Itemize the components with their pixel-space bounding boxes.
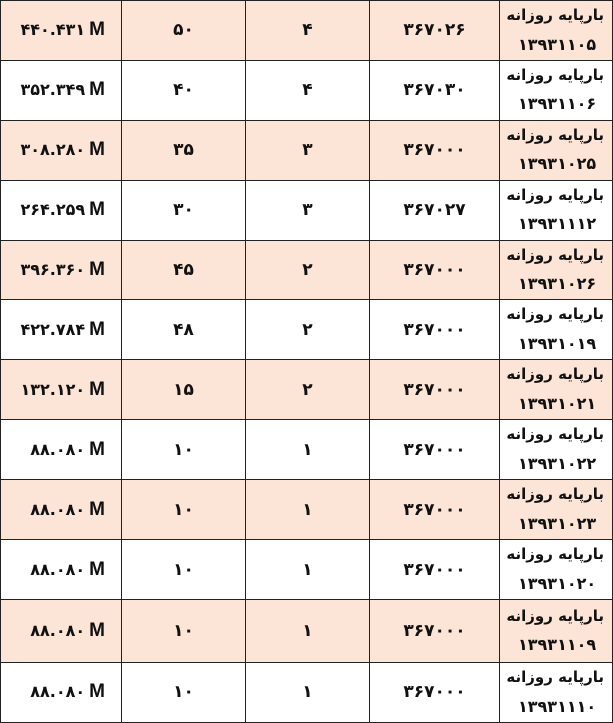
description-cell — [500, 360, 613, 420]
value-cell — [1, 180, 122, 240]
percent-cell: ۴۰ — [122, 60, 246, 120]
code-cell: ۳۶۷۰۲۷ — [370, 180, 500, 240]
code-cell: ۳۶۷۰۰۰ — [370, 300, 500, 360]
grade-cell: ۳ — [246, 120, 370, 180]
description-date: ۱۳۹۳۱۰۲۱ — [518, 393, 597, 413]
table-row — [1, 600, 613, 663]
value-cell — [1, 480, 122, 540]
description-date: ۱۳۹۳۱۱۰۵ — [518, 34, 597, 54]
value-number: ۳۹۶.۳۶۰ — [20, 260, 86, 279]
value-number: ۲۶۴.۲۵۹ — [20, 200, 86, 220]
description-date: ۱۳۹۳۱۱۱۲ — [518, 214, 597, 234]
value-number: ۸۸.۰۸۰ — [30, 682, 86, 702]
description-label: بارپایه روزانه — [506, 485, 604, 504]
unit-label: M — [89, 199, 105, 221]
code-cell: ۳۶۷۰۰۰ — [370, 120, 500, 180]
description-cell — [500, 180, 613, 240]
grade-cell: ۱ — [246, 663, 370, 723]
code-cell: ۳۶۷۰۰۰ — [370, 240, 500, 300]
percent-cell: ۱۰ — [122, 480, 246, 540]
unit-label: M — [89, 79, 105, 101]
description-date: ۱۳۹۳۱۰۱۹ — [518, 333, 597, 353]
unit-label: M — [89, 498, 105, 520]
percent-cell: ۱۰ — [122, 420, 246, 480]
description-label: بارپایه روزانه — [506, 65, 604, 84]
code-cell: ۳۶۷۰۲۶ — [370, 1, 500, 61]
value-number: ۴۲۲.۷۸۴ — [20, 319, 86, 339]
value-cell — [1, 120, 122, 180]
description-label: بارپایه روزانه — [506, 305, 604, 324]
value-cell — [1, 240, 122, 300]
description-cell — [500, 60, 613, 120]
value-cell — [1, 663, 122, 723]
description-label: بارپایه روزانه — [506, 185, 604, 204]
percent-cell: ۱۰ — [122, 540, 246, 600]
value-number: ۸۸.۰۸۰ — [30, 439, 86, 459]
table-row — [1, 420, 613, 480]
value-cell — [1, 540, 122, 600]
description-label: بارپایه روزانه — [506, 606, 604, 625]
description-date: ۱۳۹۳۱۰۲۳ — [518, 513, 597, 533]
grade-cell: ۱ — [246, 600, 370, 663]
code-cell: ۳۶۷۰۰۰ — [370, 663, 500, 723]
value-number: ۸۸.۰۸۰ — [30, 499, 86, 519]
percent-cell: ۵۰ — [122, 1, 246, 61]
description-date: ۱۳۹۳۱۰۲۲ — [518, 453, 597, 473]
table-row — [1, 663, 613, 723]
table-row — [1, 360, 613, 420]
description-label: بارپایه روزانه — [506, 6, 604, 24]
description-label: بارپایه روزانه — [506, 245, 604, 264]
description-date: ۱۳۹۳۱۱۰۹ — [518, 635, 597, 655]
description-label: بارپایه روزانه — [506, 668, 604, 687]
description-date: ۱۳۹۳۱۱۰۶ — [518, 94, 597, 114]
percent-cell: ۱۰ — [122, 600, 246, 663]
description-cell — [500, 420, 613, 480]
grade-cell: ۲ — [246, 360, 370, 420]
table-row — [1, 1, 613, 61]
unit-label: M — [89, 438, 105, 460]
code-cell: ۳۶۷۰۰۰ — [370, 480, 500, 540]
code-cell: ۳۶۷۰۰۰ — [370, 420, 500, 480]
grade-cell: ۱ — [246, 480, 370, 540]
value-cell — [1, 420, 122, 480]
table-row — [1, 540, 613, 600]
grade-cell: ۲ — [246, 240, 370, 300]
value-cell — [1, 360, 122, 420]
code-cell: ۳۶۷۰۳۰ — [370, 60, 500, 120]
description-label: بارپایه روزانه — [506, 365, 604, 384]
description-date: ۱۳۹۳۱۰۲۰ — [518, 573, 597, 593]
value-cell — [1, 60, 122, 120]
value-number: ۸۸.۰۸۰ — [30, 621, 86, 641]
description-cell — [500, 480, 613, 540]
unit-label: M — [89, 19, 105, 41]
code-cell: ۳۶۷۰۰۰ — [370, 540, 500, 600]
unit-label: M — [89, 318, 105, 340]
table-row — [1, 120, 613, 180]
description-cell — [500, 600, 613, 663]
description-label: بارپایه روزانه — [506, 125, 604, 144]
value-cell — [1, 600, 122, 663]
table-row — [1, 180, 613, 240]
table-row — [1, 60, 613, 120]
description-date: ۱۳۹۳۱۰۲۶ — [518, 274, 597, 294]
description-cell — [500, 663, 613, 723]
grade-cell: ۳ — [246, 180, 370, 240]
unit-label: M — [89, 378, 105, 400]
grade-cell: ۴ — [246, 1, 370, 61]
code-cell: ۳۶۷۰۰۰ — [370, 360, 500, 420]
value-number: ۳۵۲.۳۴۹ — [20, 80, 86, 100]
description-date: ۱۳۹۳۱۱۱۰ — [518, 696, 597, 716]
value-number: ۸۸.۰۸۰ — [30, 559, 86, 579]
value-cell — [1, 300, 122, 360]
unit-label: M — [89, 139, 105, 161]
description-cell — [500, 300, 613, 360]
description-cell — [500, 540, 613, 600]
description-cell — [500, 120, 613, 180]
percent-cell: ۱۰ — [122, 663, 246, 723]
value-number: ۴۴۰.۴۳۱ — [20, 20, 86, 40]
unit-label: M — [89, 681, 105, 703]
unit-label: M — [89, 558, 105, 580]
description-cell — [500, 240, 613, 300]
code-cell: ۳۶۷۰۰۰ — [370, 600, 500, 663]
percent-cell: ۴۵ — [122, 240, 246, 300]
table-row — [1, 480, 613, 540]
grade-cell: ۱ — [246, 540, 370, 600]
value-number: ۱۳۲.۱۲۰ — [20, 379, 86, 399]
percent-cell: ۴۸ — [122, 300, 246, 360]
table-body — [1, 1, 613, 723]
table-row — [1, 300, 613, 360]
unit-label: M — [89, 620, 105, 642]
value-number: ۳۰۸.۲۸۰ — [20, 140, 86, 160]
table-row — [1, 240, 613, 300]
percent-cell: ۱۵ — [122, 360, 246, 420]
description-label: بارپایه روزانه — [506, 425, 604, 444]
description-cell — [500, 1, 613, 61]
percent-cell: ۳۰ — [122, 180, 246, 240]
unit-label: M — [89, 259, 105, 280]
percent-cell: ۳۵ — [122, 120, 246, 180]
grade-cell: ۲ — [246, 300, 370, 360]
grade-cell: ۴ — [246, 60, 370, 120]
grade-cell: ۱ — [246, 420, 370, 480]
description-date: ۱۳۹۳۱۰۲۵ — [518, 154, 597, 174]
value-cell — [1, 1, 122, 61]
description-label: بارپایه روزانه — [506, 545, 604, 564]
